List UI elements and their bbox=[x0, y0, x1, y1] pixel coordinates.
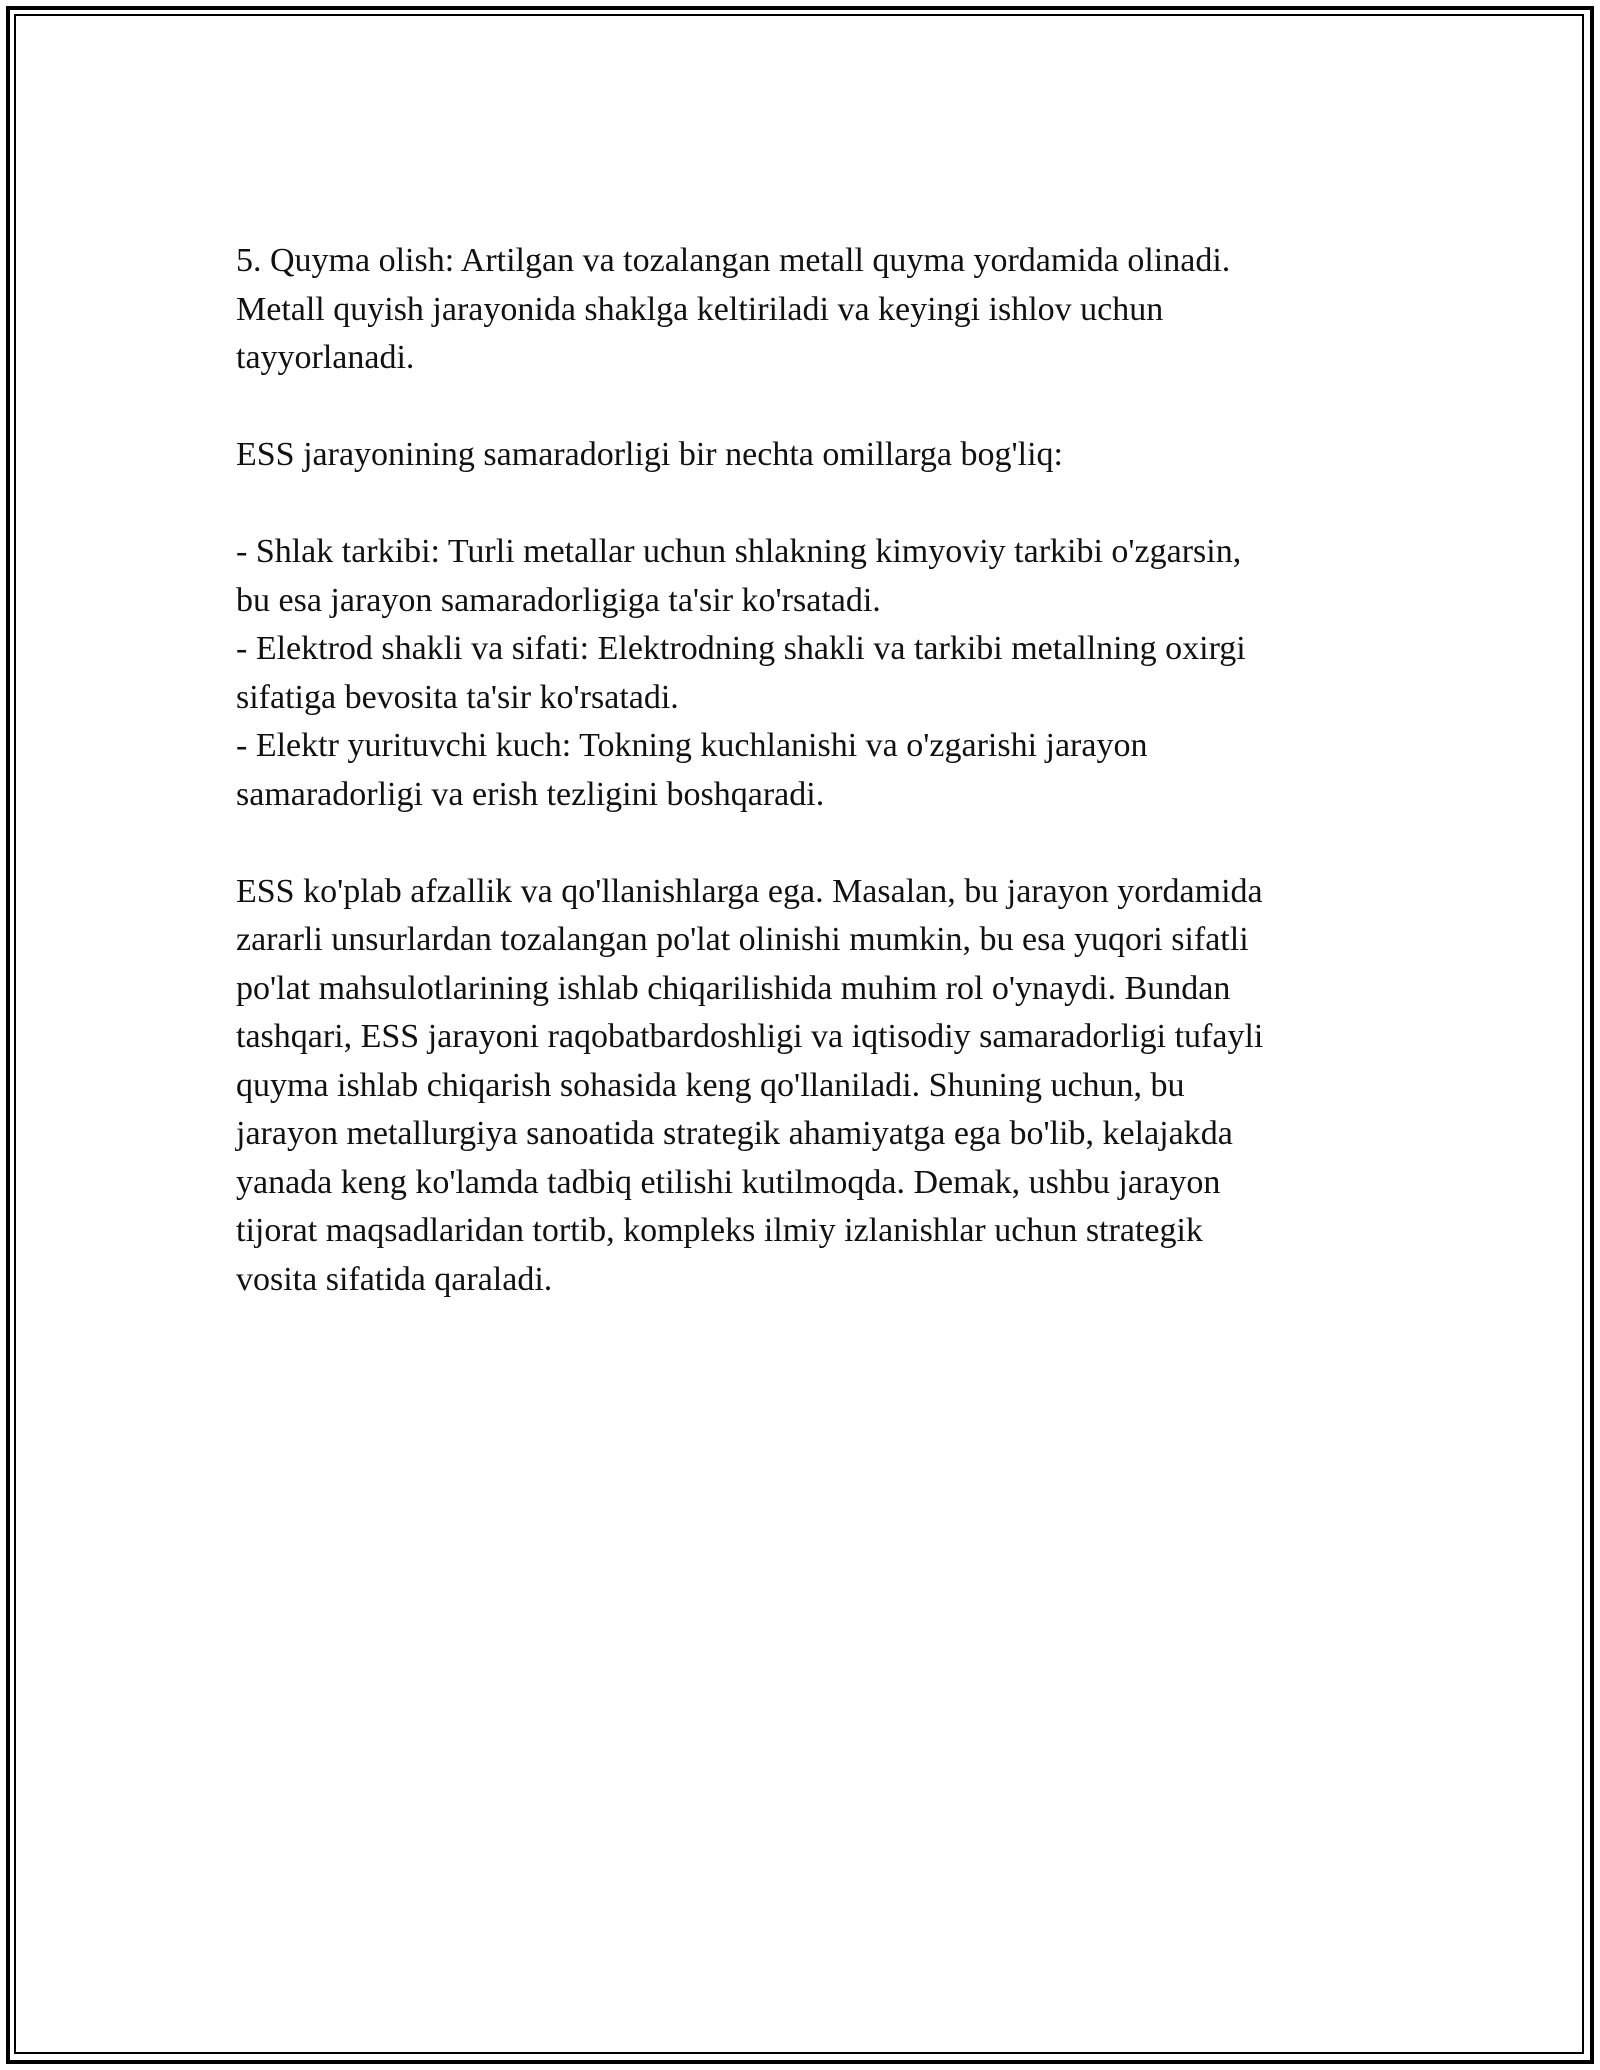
paragraph-gap bbox=[236, 480, 1386, 529]
text-line: quyma ishlab chiqarish sohasida keng qo'llaniladi. Shuning uchun, bu bbox=[236, 1066, 1185, 1104]
paragraph-gap bbox=[236, 383, 1386, 432]
list-item-line: - Shlak tarkibi: Turli metallar uchun shlakning kimyoviy tarkibi o'zgarsin, bbox=[236, 533, 1242, 570]
text-line: jarayon metallurgiya sanoatida strategik ahamiyatga ega bo'lib, kelajakda bbox=[236, 1115, 1233, 1152]
list-item-line: bu esa jarayon samaradorligiga ta'sir ko'rsatadi. bbox=[236, 581, 881, 619]
text-line: ESS jarayonining samaradorligi bir nechta omillarga bog'liq: bbox=[236, 436, 1063, 473]
text-line: tijorat maqsadlaridan tortib, kompleks ilmiy izlanishlar uchun strategik bbox=[236, 1212, 1203, 1249]
text-line: 5. Quyma olish: Artilgan va tozalangan metall quyma yordamida olinadi. bbox=[236, 242, 1231, 279]
text-line: ESS ko'plab afzallik va qo'llanishlarga ega. Masalan, bu jarayon yordamida bbox=[236, 872, 1263, 910]
paragraph-efficiency-intro bbox=[236, 431, 1386, 480]
list-item-line: - Elektr yurituvchi kuch: Tokning kuchlanishi va o'zgarishi jarayon bbox=[236, 727, 1148, 764]
text-line: yanada keng ko'lamda tadbiq etilishi kutilmoqda. Demak, ushbu jarayon bbox=[236, 1163, 1221, 1201]
text-line: zararli unsurlardan tozalangan po'lat olinishi mumkin, bu esa yuqori sifatli bbox=[236, 921, 1249, 958]
text-line: vosita sifatida qaraladi. bbox=[236, 1260, 553, 1298]
list-item-line: samaradorligi va erish tezligini boshqaradi. bbox=[236, 775, 825, 813]
document-body bbox=[236, 237, 1386, 1304]
paragraph-gap bbox=[236, 819, 1386, 868]
paragraph-casting bbox=[236, 237, 1386, 383]
list-item-line: sifatiga bevosita ta'sir ko'rsatadi. bbox=[236, 678, 679, 716]
text-line: tashqari, ESS jarayoni raqobatbardoshligi va iqtisodiy samaradorligi tufayli bbox=[236, 1018, 1264, 1055]
list-item-line: - Elektrod shakli va sifati: Elektrodning shakli va tarkibi metallning oxirgi bbox=[236, 630, 1246, 667]
text-line: Metall quyish jarayonida shaklga keltiriladi va keyingi ishlov uchun bbox=[236, 290, 1164, 328]
text-line: po'lat mahsulotlarining ishlab chiqarilishida muhim rol o'ynaydi. Bundan bbox=[236, 969, 1231, 1007]
paragraph-advantages bbox=[236, 868, 1386, 1305]
paragraph-factors-list bbox=[236, 528, 1386, 819]
text-line: tayyorlanadi. bbox=[236, 339, 415, 376]
